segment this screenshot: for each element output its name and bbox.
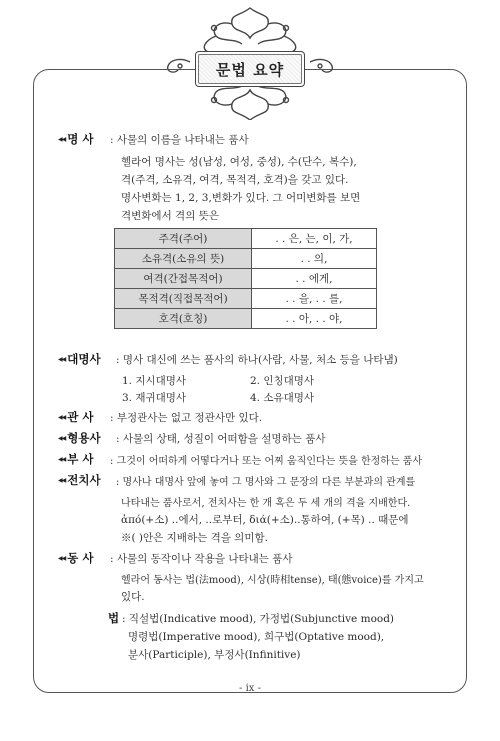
term-noun: 명 사 xyxy=(67,132,94,146)
preposition-line-3: ἀπό(+소) ..에서, ..로부터, διά(+소)..통하여, (+목) .. 때문에 xyxy=(121,514,409,526)
entry-pronoun xyxy=(58,351,101,369)
verb-line-1: : 사물의 동작이나 작용을 나타내는 품사 xyxy=(110,553,293,565)
title-inner xyxy=(198,54,302,84)
table-row xyxy=(115,249,377,269)
page-number: - ix - xyxy=(239,683,261,694)
title-box xyxy=(195,51,305,87)
preposition-line-1: : 명사나 대명사 앞에 놓여 그 명사와 그 문장의 다른 부분과의 관계를 xyxy=(116,477,416,488)
arrow-marker-icon: ◀◀ xyxy=(58,555,66,562)
table-row xyxy=(115,289,377,309)
arrow-marker-icon: ◀◀ xyxy=(58,435,66,442)
term-article: 관 사 xyxy=(67,410,94,424)
pronoun-type: 4. 소유대명사 xyxy=(250,392,315,404)
entry-adverb xyxy=(58,451,93,469)
arrow-marker-icon: ◀◀ xyxy=(58,136,66,143)
pronoun-type: 2. 인칭대명사 xyxy=(250,375,315,387)
mood-line-1: : 직설법(Indicative mood), 가정법(Subjunctive mood) xyxy=(122,613,395,625)
term-adjective: 형용사 xyxy=(67,431,101,445)
term-pronoun: 대명사 xyxy=(67,352,101,366)
entry-article xyxy=(58,409,93,427)
noun-line-2: 헬라어 명사는 성(남성, 여성, 중성), 수(단수, 복수), xyxy=(121,156,357,168)
mood-line-3: 분사(Participle), 부정사(Infinitive) xyxy=(128,649,301,661)
term-preposition: 전치사 xyxy=(67,473,101,487)
arrow-marker-icon: ◀◀ xyxy=(58,477,66,484)
table-row xyxy=(115,229,377,249)
verb-line-3: 있다. xyxy=(121,591,145,603)
noun-line-5: 격변화에서 격의 뜻은 xyxy=(121,210,219,222)
case-name: 호격(호칭) xyxy=(115,309,252,329)
arrow-marker-icon: ◀◀ xyxy=(58,356,66,363)
case-meaning: . . 에게, xyxy=(252,269,377,289)
entry-mood xyxy=(108,610,119,628)
case-name: 여격(간접목적어) xyxy=(115,269,252,289)
preposition-line-4: ※( )안은 지배하는 격을 의미함. xyxy=(121,532,268,544)
case-meaning: . . 은, 는, 이, 가, xyxy=(252,229,377,249)
table-row xyxy=(115,309,377,329)
term-adverb: 부 사 xyxy=(67,452,94,466)
arrow-marker-icon: ◀◀ xyxy=(58,414,66,421)
mood-line-2: 명령법(Imperative mood), 희구법(Optative mood), xyxy=(128,631,385,643)
noun-line-3: 격(주격, 소유격, 여격, 목적격, 호격)을 갖고 있다. xyxy=(121,174,349,186)
entry-verb xyxy=(58,550,93,568)
entry-preposition xyxy=(58,472,101,490)
pronoun-line: : 명사 대신에 쓰는 품사의 하나(사람, 사물, 처소 등을 나타냄) xyxy=(116,354,398,366)
article-line: : 부정관사는 없고 정관사만 있다. xyxy=(110,412,263,424)
term-verb: 동 사 xyxy=(67,551,94,565)
adjective-line: : 사물의 상태, 성질이 어떠함을 설명하는 품사 xyxy=(116,433,326,445)
preposition-line-2: 나타내는 품사로서, 전치사는 한 개 혹은 두 세 개의 격을 지배한다. xyxy=(121,498,411,509)
case-name: 소유격(소유의 뜻) xyxy=(115,249,252,269)
case-meaning: . . 의, xyxy=(252,249,377,269)
page-title: 문법 요약 xyxy=(215,60,285,79)
entry-adjective xyxy=(58,430,101,448)
case-name: 목적격(직접목적어) xyxy=(115,289,252,309)
term-mood: 법 xyxy=(108,611,120,625)
table-row xyxy=(115,269,377,289)
verb-line-2: 헬라어 동사는 법(法mood), 시상(時相tense), 태(態voice)를 가지고 xyxy=(121,575,424,586)
case-name: 주격(주어) xyxy=(115,229,252,249)
pronoun-type: 3. 재귀대명사 xyxy=(122,392,187,404)
noun-line-1: : 사물의 이름을 나타내는 품사 xyxy=(110,134,249,146)
noun-line-4: 명사변화는 1, 2, 3,변화가 있다. 그 어미변화를 보면 xyxy=(121,192,361,204)
arrow-marker-icon: ◀◀ xyxy=(58,456,66,463)
adverb-line: : 그것이 어떠하게 어떻다거나 또는 어찌 움직인다는 뜻을 한정하는 품사 xyxy=(110,456,423,467)
case-meaning: . . 아, . . 야, xyxy=(252,309,377,329)
pronoun-type: 1. 지시대명사 xyxy=(122,375,187,387)
case-meaning: . . 을, . . 를, xyxy=(252,289,377,309)
case-table xyxy=(114,228,377,329)
entry-noun xyxy=(58,131,93,149)
